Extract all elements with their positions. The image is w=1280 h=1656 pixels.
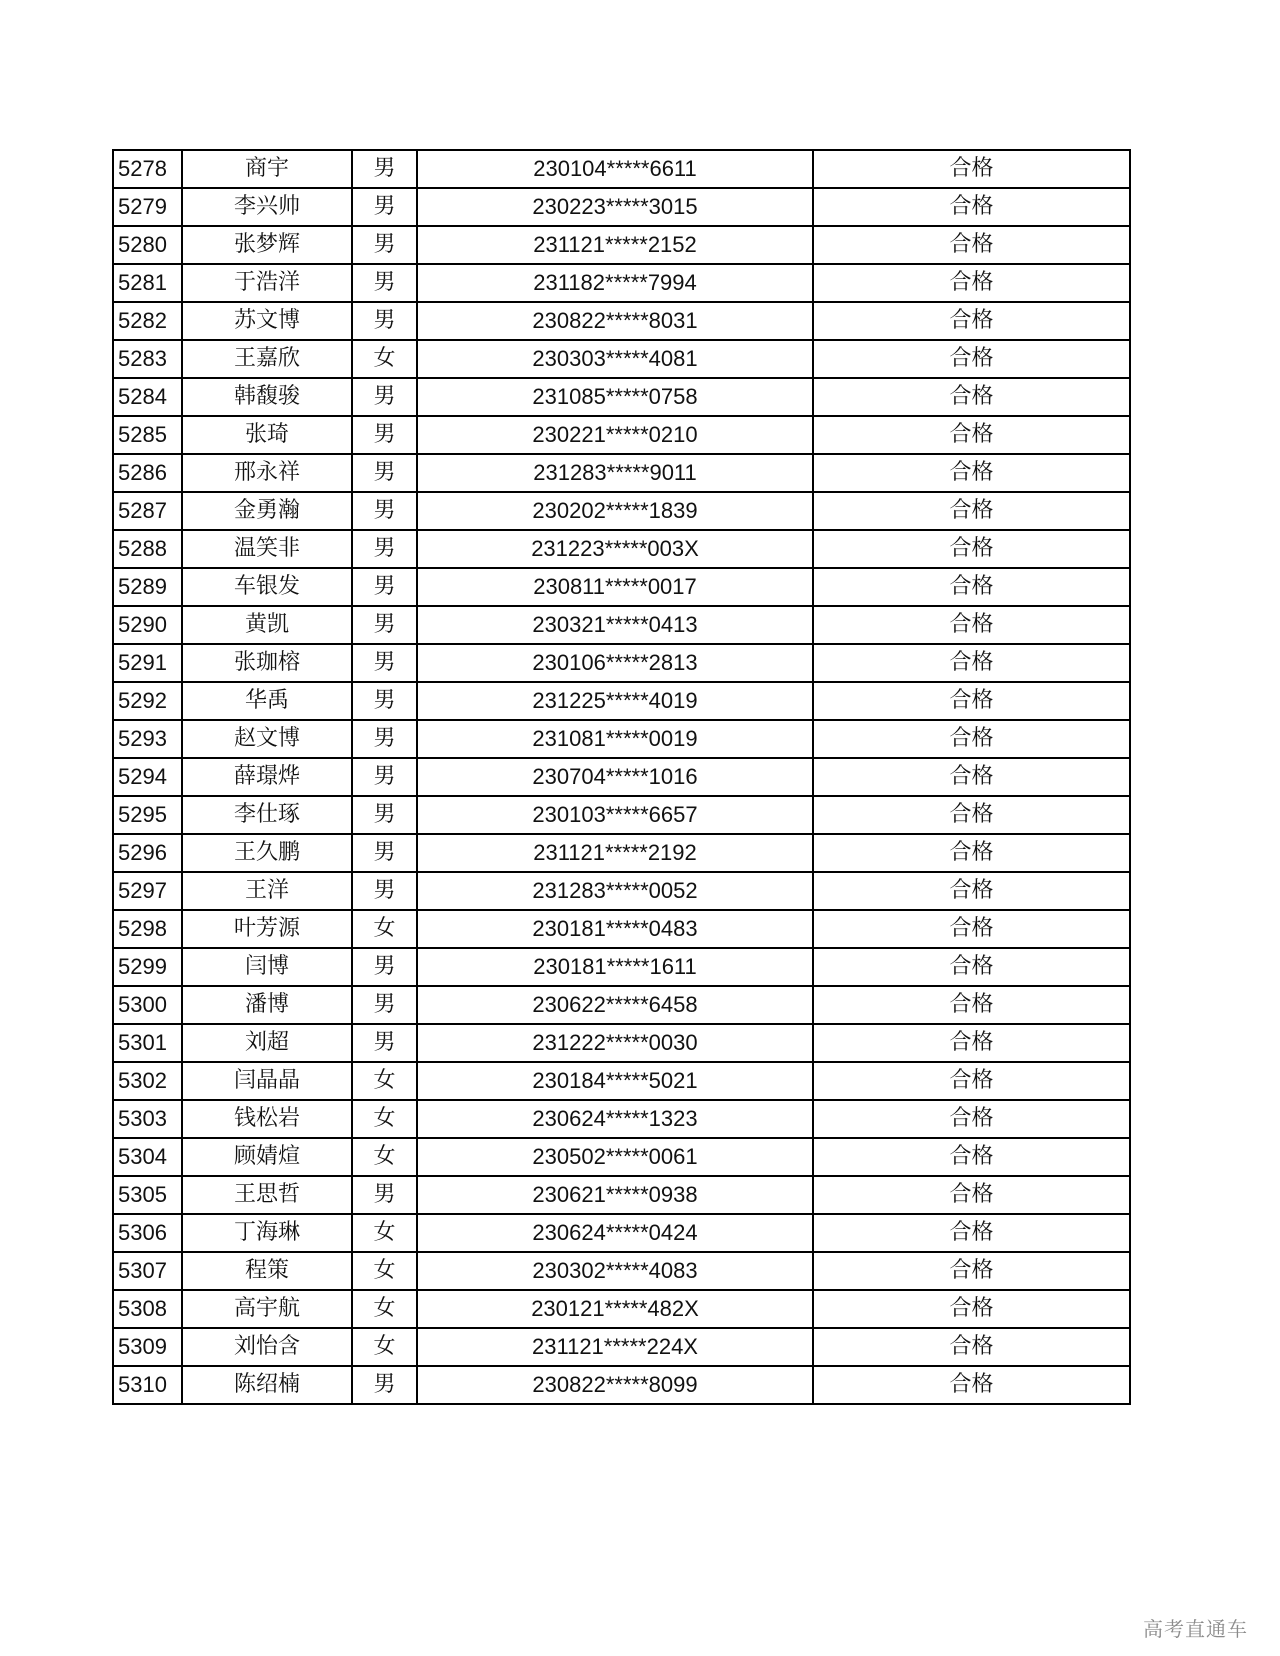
table-row bbox=[113, 226, 1130, 264]
gender-cell: 男 bbox=[352, 188, 417, 226]
gender-cell: 男 bbox=[352, 1024, 417, 1062]
table-row bbox=[113, 910, 1130, 948]
result-cell: 合格 bbox=[813, 910, 1130, 948]
table-row bbox=[113, 568, 1130, 606]
table-row bbox=[113, 948, 1130, 986]
row-number-cell: 5301 bbox=[113, 1024, 182, 1062]
result-cell: 合格 bbox=[813, 682, 1130, 720]
name-cell: 王久鹏 bbox=[182, 834, 352, 872]
gender-cell: 男 bbox=[352, 834, 417, 872]
name-cell: 张琦 bbox=[182, 416, 352, 454]
gender-cell: 女 bbox=[352, 340, 417, 378]
table-row bbox=[113, 872, 1130, 910]
result-cell: 合格 bbox=[813, 720, 1130, 758]
name-cell: 王思哲 bbox=[182, 1176, 352, 1214]
table-row bbox=[113, 1252, 1130, 1290]
result-cell: 合格 bbox=[813, 1252, 1130, 1290]
id-number-cell: 230184*****5021 bbox=[417, 1062, 813, 1100]
table-row bbox=[113, 644, 1130, 682]
name-cell: 温笑非 bbox=[182, 530, 352, 568]
table-row bbox=[113, 454, 1130, 492]
gender-cell: 男 bbox=[352, 530, 417, 568]
result-cell: 合格 bbox=[813, 188, 1130, 226]
table-row bbox=[113, 986, 1130, 1024]
table-row bbox=[113, 150, 1130, 188]
name-cell: 黄凯 bbox=[182, 606, 352, 644]
id-number-cell: 230303*****4081 bbox=[417, 340, 813, 378]
gender-cell: 男 bbox=[352, 1366, 417, 1404]
name-cell: 钱松岩 bbox=[182, 1100, 352, 1138]
id-number-cell: 231121*****2192 bbox=[417, 834, 813, 872]
table-row bbox=[113, 1062, 1130, 1100]
result-cell: 合格 bbox=[813, 378, 1130, 416]
table-row bbox=[113, 1366, 1130, 1404]
id-number-cell: 231081*****0019 bbox=[417, 720, 813, 758]
row-number-cell: 5297 bbox=[113, 872, 182, 910]
result-cell: 合格 bbox=[813, 1328, 1130, 1366]
id-number-cell: 231121*****2152 bbox=[417, 226, 813, 264]
name-cell: 李兴帅 bbox=[182, 188, 352, 226]
row-number-cell: 5308 bbox=[113, 1290, 182, 1328]
name-cell: 张梦辉 bbox=[182, 226, 352, 264]
result-cell: 合格 bbox=[813, 834, 1130, 872]
result-cell: 合格 bbox=[813, 948, 1130, 986]
result-cell: 合格 bbox=[813, 872, 1130, 910]
id-number-cell: 231085*****0758 bbox=[417, 378, 813, 416]
row-number-cell: 5307 bbox=[113, 1252, 182, 1290]
row-number-cell: 5299 bbox=[113, 948, 182, 986]
name-cell: 王嘉欣 bbox=[182, 340, 352, 378]
table-row bbox=[113, 1328, 1130, 1366]
name-cell: 程策 bbox=[182, 1252, 352, 1290]
result-cell: 合格 bbox=[813, 1176, 1130, 1214]
result-cell: 合格 bbox=[813, 530, 1130, 568]
result-cell: 合格 bbox=[813, 340, 1130, 378]
gender-cell: 男 bbox=[352, 720, 417, 758]
id-number-cell: 230181*****1611 bbox=[417, 948, 813, 986]
id-number-cell: 230202*****1839 bbox=[417, 492, 813, 530]
gender-cell: 女 bbox=[352, 910, 417, 948]
id-number-cell: 230822*****8031 bbox=[417, 302, 813, 340]
name-cell: 金勇瀚 bbox=[182, 492, 352, 530]
row-number-cell: 5287 bbox=[113, 492, 182, 530]
row-number-cell: 5306 bbox=[113, 1214, 182, 1252]
table-row bbox=[113, 1138, 1130, 1176]
result-cell: 合格 bbox=[813, 644, 1130, 682]
name-cell: 刘超 bbox=[182, 1024, 352, 1062]
gender-cell: 男 bbox=[352, 416, 417, 454]
row-number-cell: 5305 bbox=[113, 1176, 182, 1214]
result-cell: 合格 bbox=[813, 606, 1130, 644]
table-row bbox=[113, 302, 1130, 340]
row-number-cell: 5292 bbox=[113, 682, 182, 720]
id-number-cell: 230104*****6611 bbox=[417, 150, 813, 188]
gender-cell: 男 bbox=[352, 264, 417, 302]
id-number-cell: 231223*****003X bbox=[417, 530, 813, 568]
id-number-cell: 231182*****7994 bbox=[417, 264, 813, 302]
row-number-cell: 5310 bbox=[113, 1366, 182, 1404]
id-number-cell: 231222*****0030 bbox=[417, 1024, 813, 1062]
id-number-cell: 230103*****6657 bbox=[417, 796, 813, 834]
gender-cell: 男 bbox=[352, 492, 417, 530]
table-row bbox=[113, 682, 1130, 720]
row-number-cell: 5303 bbox=[113, 1100, 182, 1138]
gender-cell: 男 bbox=[352, 986, 417, 1024]
id-number-cell: 230181*****0483 bbox=[417, 910, 813, 948]
name-cell: 韩馥骏 bbox=[182, 378, 352, 416]
table-row bbox=[113, 758, 1130, 796]
table-row bbox=[113, 492, 1130, 530]
id-number-cell: 230121*****482X bbox=[417, 1290, 813, 1328]
result-cell: 合格 bbox=[813, 264, 1130, 302]
row-number-cell: 5290 bbox=[113, 606, 182, 644]
id-number-cell: 230811*****0017 bbox=[417, 568, 813, 606]
gender-cell: 女 bbox=[352, 1100, 417, 1138]
id-number-cell: 230624*****1323 bbox=[417, 1100, 813, 1138]
id-number-cell: 230106*****2813 bbox=[417, 644, 813, 682]
id-number-cell: 230321*****0413 bbox=[417, 606, 813, 644]
name-cell: 潘博 bbox=[182, 986, 352, 1024]
name-cell: 苏文博 bbox=[182, 302, 352, 340]
id-number-cell: 230622*****6458 bbox=[417, 986, 813, 1024]
id-number-cell: 231283*****9011 bbox=[417, 454, 813, 492]
id-number-cell: 230502*****0061 bbox=[417, 1138, 813, 1176]
id-number-cell: 230302*****4083 bbox=[417, 1252, 813, 1290]
gender-cell: 男 bbox=[352, 682, 417, 720]
gender-cell: 男 bbox=[352, 568, 417, 606]
row-number-cell: 5285 bbox=[113, 416, 182, 454]
name-cell: 闫博 bbox=[182, 948, 352, 986]
result-cell: 合格 bbox=[813, 302, 1130, 340]
gender-cell: 男 bbox=[352, 644, 417, 682]
id-number-cell: 231225*****4019 bbox=[417, 682, 813, 720]
row-number-cell: 5309 bbox=[113, 1328, 182, 1366]
name-cell: 陈绍楠 bbox=[182, 1366, 352, 1404]
result-cell: 合格 bbox=[813, 416, 1130, 454]
row-number-cell: 5291 bbox=[113, 644, 182, 682]
id-number-cell: 230704*****1016 bbox=[417, 758, 813, 796]
table-row bbox=[113, 264, 1130, 302]
result-cell: 合格 bbox=[813, 492, 1130, 530]
name-cell: 高宇航 bbox=[182, 1290, 352, 1328]
result-cell: 合格 bbox=[813, 1366, 1130, 1404]
gender-cell: 男 bbox=[352, 1176, 417, 1214]
table-row bbox=[113, 1100, 1130, 1138]
gender-cell: 女 bbox=[352, 1138, 417, 1176]
result-cell: 合格 bbox=[813, 568, 1130, 606]
result-cell: 合格 bbox=[813, 150, 1130, 188]
name-cell: 顾婧煊 bbox=[182, 1138, 352, 1176]
result-cell: 合格 bbox=[813, 1214, 1130, 1252]
result-cell: 合格 bbox=[813, 1062, 1130, 1100]
row-number-cell: 5279 bbox=[113, 188, 182, 226]
table-row bbox=[113, 1024, 1130, 1062]
row-number-cell: 5283 bbox=[113, 340, 182, 378]
name-cell: 车银发 bbox=[182, 568, 352, 606]
row-number-cell: 5300 bbox=[113, 986, 182, 1024]
table-row bbox=[113, 606, 1130, 644]
gender-cell: 男 bbox=[352, 454, 417, 492]
name-cell: 华禹 bbox=[182, 682, 352, 720]
row-number-cell: 5293 bbox=[113, 720, 182, 758]
table-row bbox=[113, 530, 1130, 568]
gender-cell: 女 bbox=[352, 1252, 417, 1290]
row-number-cell: 5289 bbox=[113, 568, 182, 606]
row-number-cell: 5288 bbox=[113, 530, 182, 568]
id-number-cell: 230624*****0424 bbox=[417, 1214, 813, 1252]
gender-cell: 男 bbox=[352, 948, 417, 986]
result-cell: 合格 bbox=[813, 1024, 1130, 1062]
row-number-cell: 5286 bbox=[113, 454, 182, 492]
result-cell: 合格 bbox=[813, 1138, 1130, 1176]
id-number-cell: 230223*****3015 bbox=[417, 188, 813, 226]
gender-cell: 男 bbox=[352, 758, 417, 796]
row-number-cell: 5295 bbox=[113, 796, 182, 834]
id-number-cell: 231121*****224X bbox=[417, 1328, 813, 1366]
table-row bbox=[113, 796, 1130, 834]
id-number-cell: 230822*****8099 bbox=[417, 1366, 813, 1404]
name-cell: 李仕琢 bbox=[182, 796, 352, 834]
name-cell: 于浩洋 bbox=[182, 264, 352, 302]
table-row bbox=[113, 1214, 1130, 1252]
gender-cell: 男 bbox=[352, 150, 417, 188]
row-number-cell: 5302 bbox=[113, 1062, 182, 1100]
name-cell: 叶芳源 bbox=[182, 910, 352, 948]
row-number-cell: 5282 bbox=[113, 302, 182, 340]
roster-table bbox=[112, 149, 1131, 1405]
id-number-cell: 230621*****0938 bbox=[417, 1176, 813, 1214]
table-row bbox=[113, 416, 1130, 454]
gender-cell: 女 bbox=[352, 1328, 417, 1366]
row-number-cell: 5294 bbox=[113, 758, 182, 796]
table-row bbox=[113, 834, 1130, 872]
table-row bbox=[113, 340, 1130, 378]
row-number-cell: 5278 bbox=[113, 150, 182, 188]
table-row bbox=[113, 1290, 1130, 1328]
gender-cell: 男 bbox=[352, 796, 417, 834]
result-cell: 合格 bbox=[813, 758, 1130, 796]
name-cell: 王洋 bbox=[182, 872, 352, 910]
id-number-cell: 231283*****0052 bbox=[417, 872, 813, 910]
table-row bbox=[113, 720, 1130, 758]
gender-cell: 男 bbox=[352, 872, 417, 910]
result-cell: 合格 bbox=[813, 986, 1130, 1024]
gender-cell: 女 bbox=[352, 1214, 417, 1252]
result-cell: 合格 bbox=[813, 226, 1130, 264]
gender-cell: 女 bbox=[352, 1062, 417, 1100]
row-number-cell: 5296 bbox=[113, 834, 182, 872]
name-cell: 闫晶晶 bbox=[182, 1062, 352, 1100]
name-cell: 薛璟烨 bbox=[182, 758, 352, 796]
row-number-cell: 5284 bbox=[113, 378, 182, 416]
gender-cell: 女 bbox=[352, 1290, 417, 1328]
row-number-cell: 5281 bbox=[113, 264, 182, 302]
name-cell: 赵文博 bbox=[182, 720, 352, 758]
name-cell: 商宇 bbox=[182, 150, 352, 188]
id-number-cell: 230221*****0210 bbox=[417, 416, 813, 454]
gender-cell: 男 bbox=[352, 606, 417, 644]
result-cell: 合格 bbox=[813, 796, 1130, 834]
roster-body bbox=[113, 150, 1130, 1404]
name-cell: 刘怡含 bbox=[182, 1328, 352, 1366]
row-number-cell: 5280 bbox=[113, 226, 182, 264]
table-row bbox=[113, 188, 1130, 226]
name-cell: 张珈榕 bbox=[182, 644, 352, 682]
result-cell: 合格 bbox=[813, 1100, 1130, 1138]
row-number-cell: 5304 bbox=[113, 1138, 182, 1176]
result-cell: 合格 bbox=[813, 454, 1130, 492]
table-row bbox=[113, 378, 1130, 416]
row-number-cell: 5298 bbox=[113, 910, 182, 948]
table-row bbox=[113, 1176, 1130, 1214]
gender-cell: 男 bbox=[352, 302, 417, 340]
gender-cell: 男 bbox=[352, 378, 417, 416]
result-cell: 合格 bbox=[813, 1290, 1130, 1328]
name-cell: 丁海琳 bbox=[182, 1214, 352, 1252]
name-cell: 邢永祥 bbox=[182, 454, 352, 492]
watermark-text: 高考直通车 bbox=[1143, 1617, 1248, 1641]
gender-cell: 男 bbox=[352, 226, 417, 264]
